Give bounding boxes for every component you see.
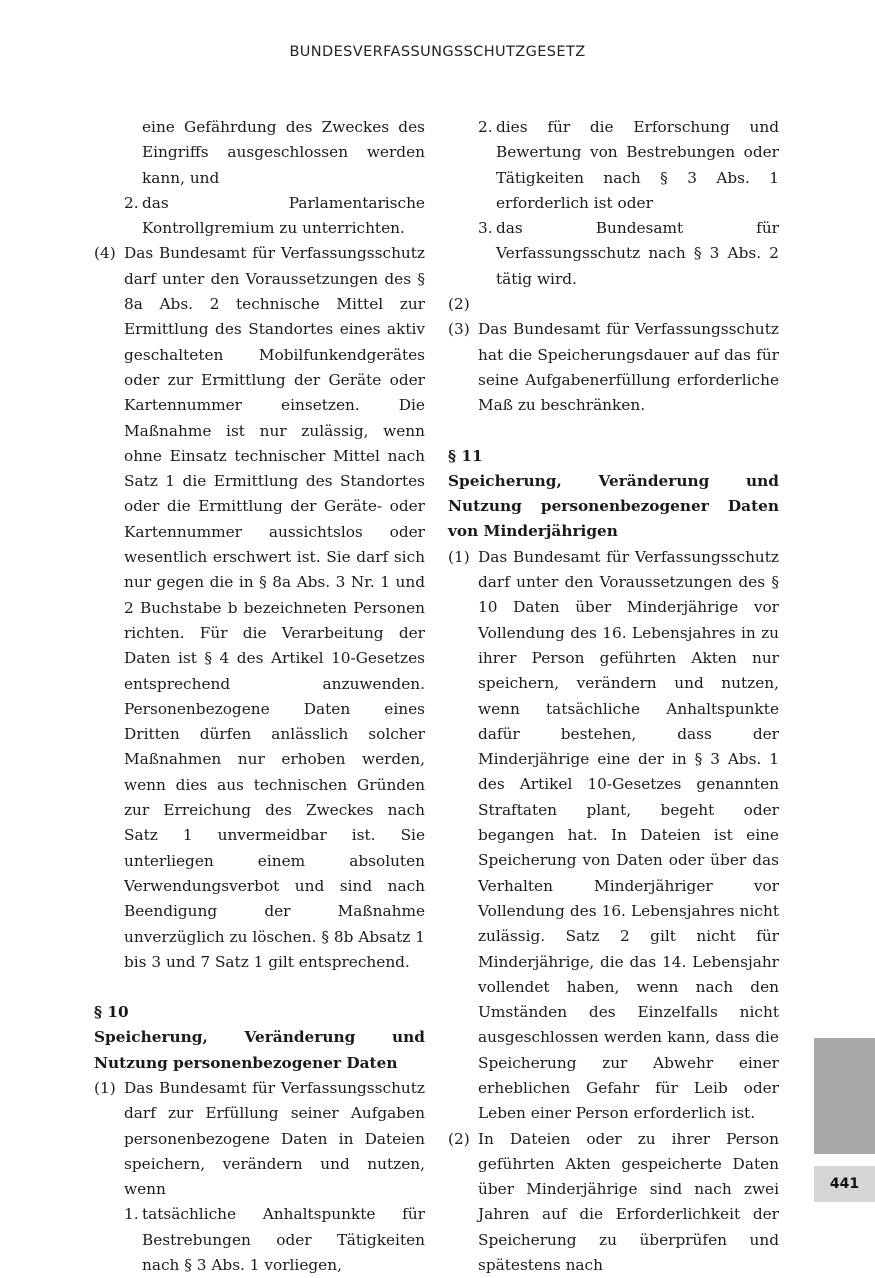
list-item [478,115,779,216]
paragraph-2 [448,292,779,317]
paragraph-number: (4) [94,244,116,263]
section-title: Speicherung, Veränderung und Nutzung personenbezogener Daten [94,1028,425,1072]
paragraph-text [478,292,779,317]
list-item-number: 1. [124,1205,139,1224]
list-item [124,191,425,242]
right-column [448,115,779,1278]
continuation-text: eine Gefährdung des Zweckes des Eingriffs ausgeschlossen werden kann, und [142,118,425,187]
chapter-thumb-tab [814,1038,875,1154]
paragraph-number: (2) [448,295,470,314]
paragraph-text: Das Bundesamt für Verfassungsschutz darf unter den Voraussetzungen des § 8a Abs. 2 technische Mittel zur Ermittlung des Standortes eines aktiv geschalteten Mobilfunkendgerätes oder zur Ermittlung der Geräte oder Kartennummer einsetzen. Die Maßnahme ist nur zulässig, wenn ohne Einsatz technischer Mittel nach Satz 1 die Ermittlung des Standortes oder die Ermittlung der Geräte- oder Kartennummer aussichtslos oder wesentlich erschwert ist. Sie darf sich nur gegen die in § 8a Abs. 3 Nr. 1 und 2 Buchstabe b bezeichneten Personen richten. Für die Verarbeitung der Daten ist § 4 des Artikel 10-Gesetzes entsprechend anzuwenden. Personenbezogene Daten eines Dritten dürfen anlässlich solcher Maßnahmen nur erhoben werden, wenn dies aus technischen Gründen zur Erreichung des Zweckes nach Satz 1 unvermeidbar ist. Sie unterliegen einem absoluten Verwendungsverbot und sind nach Beendigung der Maßnahme unverzüglich zu löschen. § 8b Absatz 1 bis 3 und 7 Satz 1 gilt entsprechend. [124,244,425,971]
section-number: § 11 [448,446,483,465]
list-item [124,1202,425,1278]
paragraph-2b [448,1127,779,1278]
paragraph-3 [448,317,779,418]
paragraph-text: Das Bundesamt für Verfassungsschutz darf unter den Voraussetzungen des § 10 Daten über Minderjährige vor Vollendung des 16. Lebensjahres in zu ihrer Person geführten Akten nur speichern, verändern und nutzen, wenn tatsächliche Anhaltspunkte dafür bestehen, dass der Minderjährige eine der in § 3 Abs. 1 des Artikel 10-Gesetzes genannten Straftaten plant, begeht oder begangen hat. In Dateien ist eine Speicherung von Daten oder über das Verhalten Minderjähriger vor Vollendung des 16. Lebensjahres nicht zulässig. Satz 2 gilt nicht für Minderjährige, die das 14. Lebensjahr vollendet haben, wenn nach den Umständen des Einzelfalls nicht ausgeschlossen werden kann, dass die Speicherung zur Abwehr einer erheblichen Gefahr für Leib oder Leben einer Person erforderlich ist. [478,547,779,1123]
section-number: § 10 [94,1003,129,1022]
paragraph-text: Das Bundesamt für Verfassungsschutz hat die Speicherungsdauer auf das für seine Aufgabenerfüllung erforderliche Maß zu beschränken. [478,320,779,415]
list-item-text: das Parlamentarische Kontrollgremium zu unterrichten. [142,193,425,238]
list-item-number: 2. [124,193,139,212]
page-number: 441 [814,1166,875,1202]
list-item-number: 3. [478,219,493,238]
paragraph-text: In Dateien oder zu ihrer Person geführten Akten gespeicherte Daten über Minderjährige sind nach zwei Jahren auf die Erforderlichkeit der Speicherung zu überprüfen und spätestens nach [478,1129,779,1275]
left-column [94,115,425,1278]
paragraph-number: (1) [94,1078,116,1097]
paragraph-4 [94,241,425,975]
list-item-text: das Bundesamt für Verfassungsschutz nach § 3 Abs. 2 tätig wird. [496,219,779,288]
list-item [478,216,779,292]
paragraph-1 [448,545,779,1127]
paragraph-text: Das Bundesamt für Verfassungsschutz darf zur Erfüllung seiner Aufgaben personenbezogene Daten in Dateien speichern, verändern und nutzen, wenn [124,1078,425,1199]
paragraph-1 [94,1076,425,1278]
paragraph-number: (1) [448,547,470,566]
running-header: BUNDESVERFASSUNGSSCHUTZGESETZ [289,44,586,60]
list-item-text: dies für die Erforschung und Bewertung von Bestrebungen oder Tätigkeiten nach § 3 Abs. 1 erforderlich ist oder [496,118,779,212]
paragraph-number: (2) [448,1129,470,1148]
list-item-number: 2. [478,118,493,136]
list-item-text: tatsächliche Anhaltspunkte für Bestrebungen oder Tätigkeiten nach § 3 Abs. 1 vorliegen, [142,1205,425,1275]
section-title: Speicherung, Veränderung und Nutzung personenbezogener Daten von Minderjährigen [448,471,779,541]
paragraph-number: (3) [448,320,470,339]
